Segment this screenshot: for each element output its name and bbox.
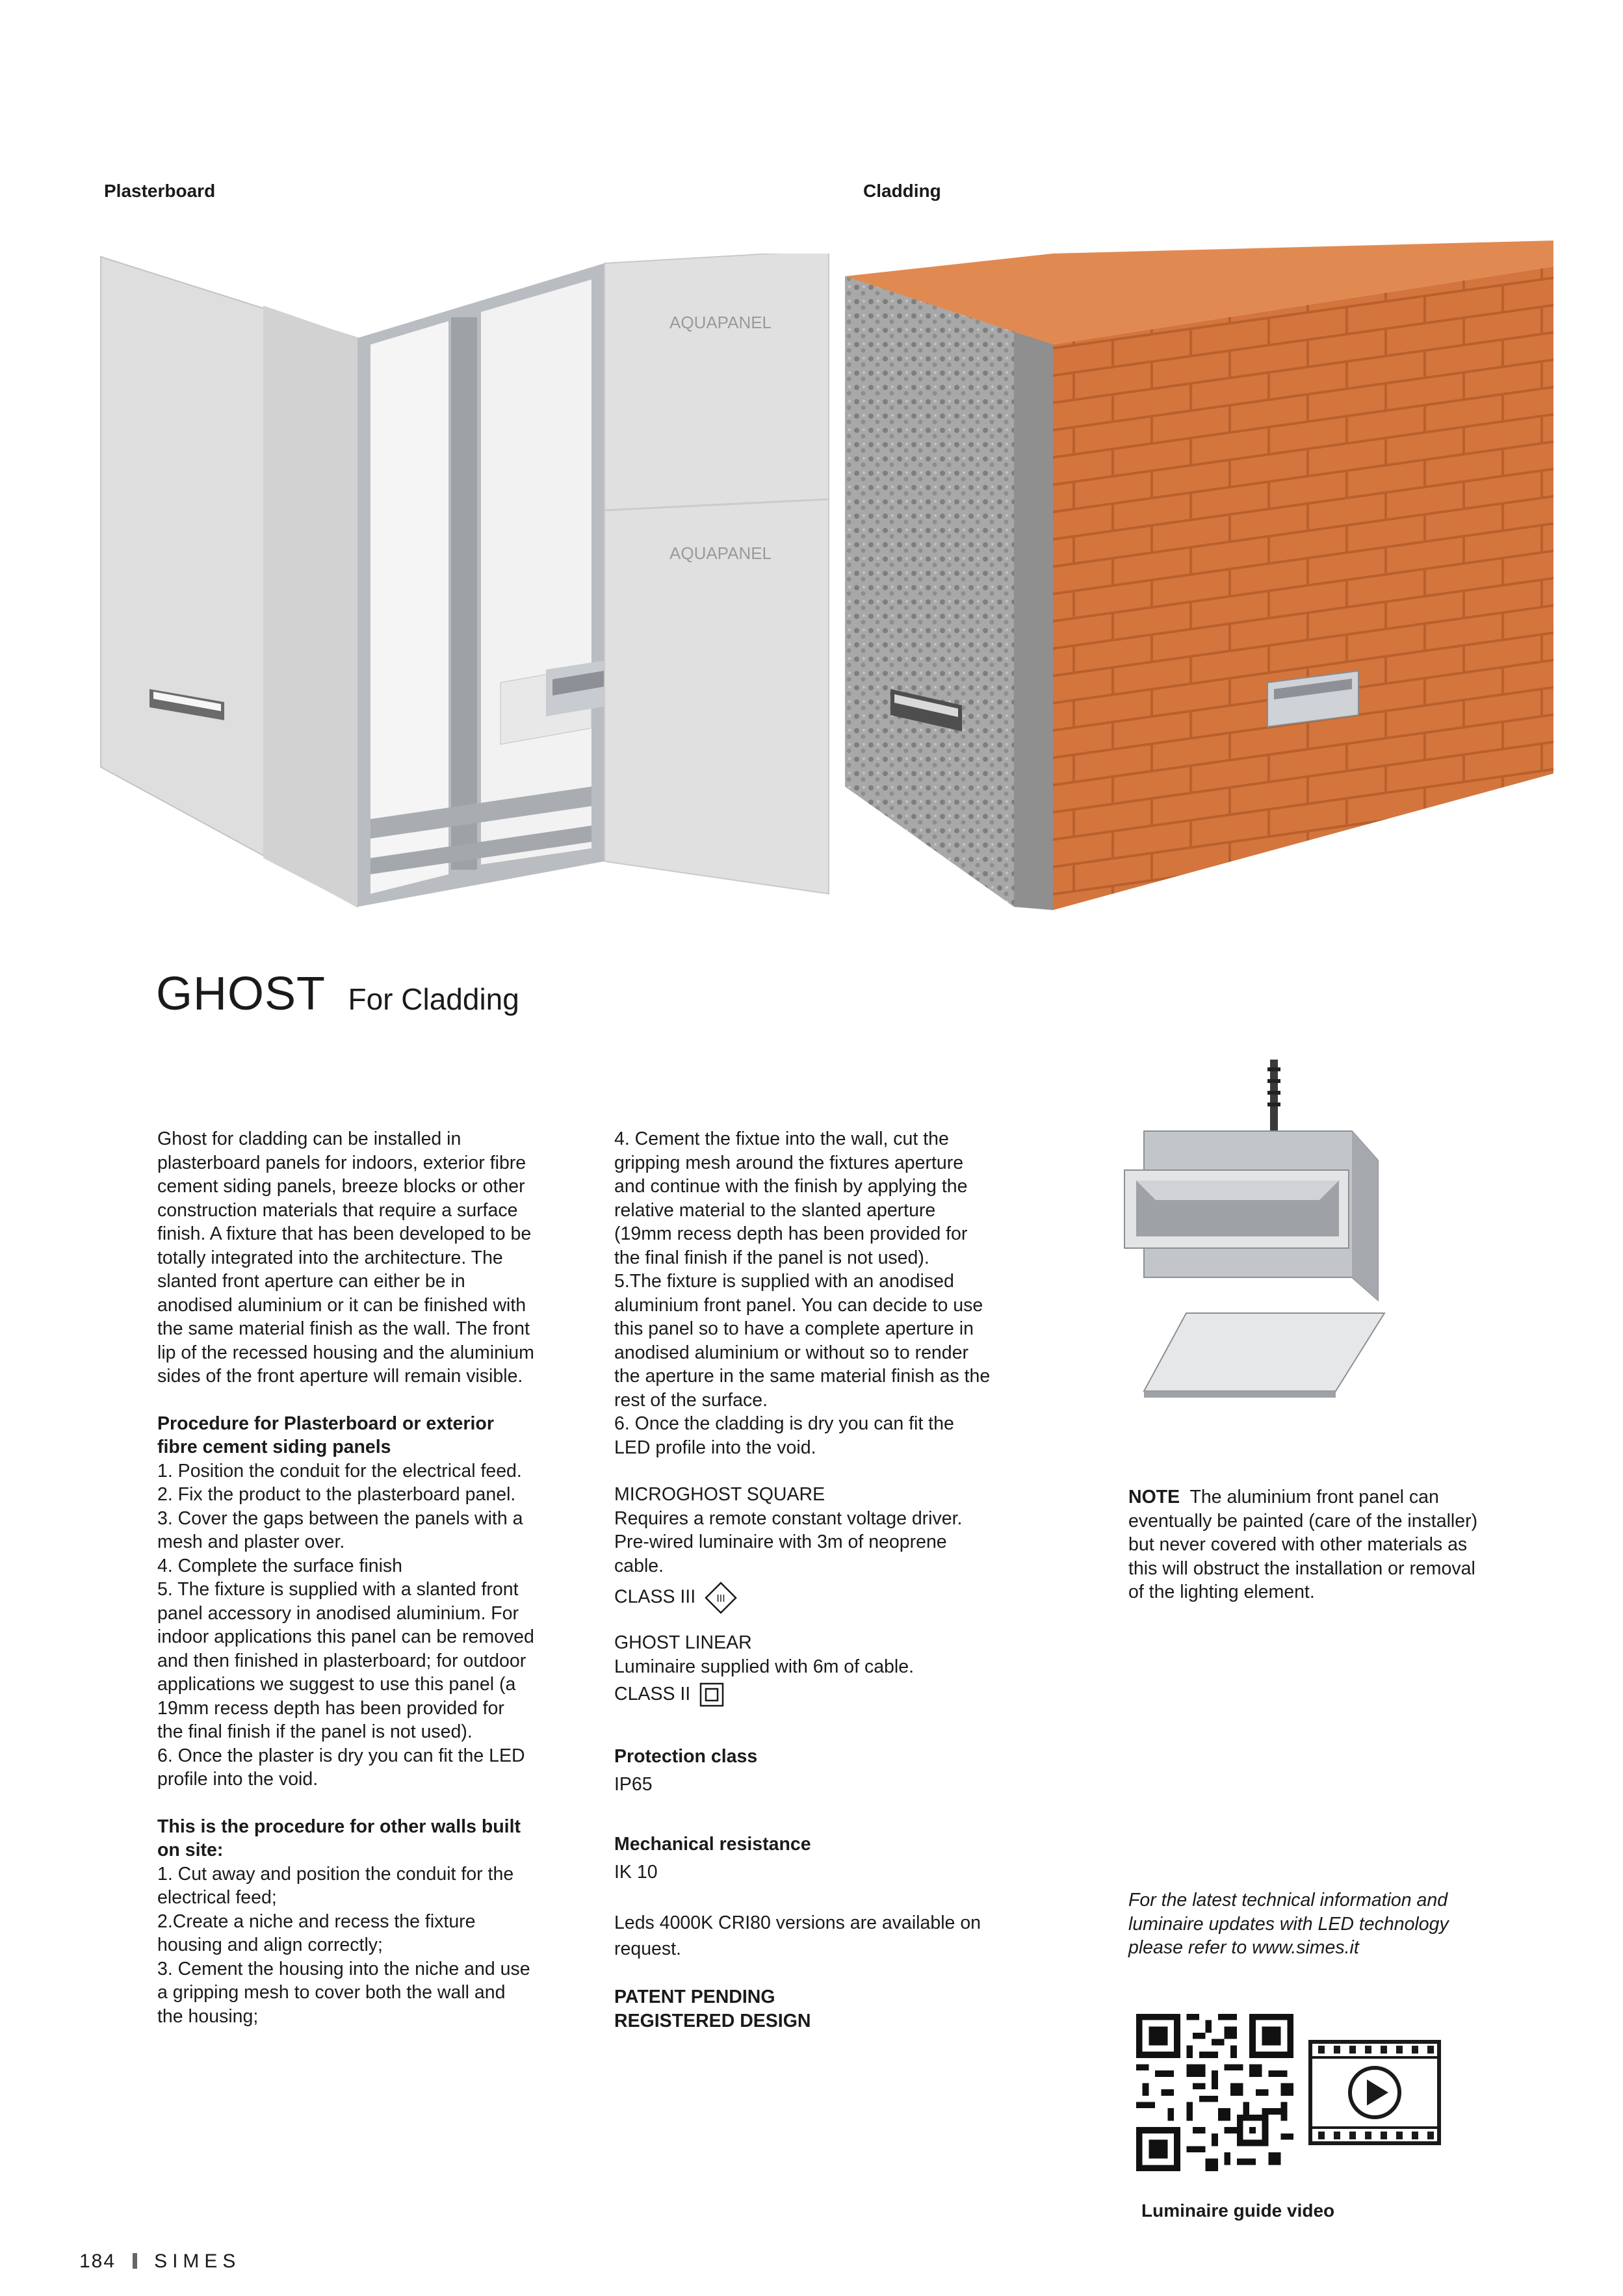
procedure-step: 5.The fixture is supplied with an anodised aluminium front panel. You can decide to use this panel so to have a complete aperture in anodised aluminium or without so to render the aperture in the same material finish as the rest of the surface. (614, 1271, 991, 1411)
qr-code-icon[interactable] (1136, 2014, 1293, 2171)
procedure-step: 1. Cut away and position the conduit for the electrical feed; (157, 1863, 514, 1908)
note-block (1128, 1485, 1479, 1604)
note-label: NOTE (1128, 1487, 1180, 1507)
procedure-step: 6. Once the plaster is dry you can fit the LED profile into the void. (157, 1745, 525, 1790)
plasterboard-illustration (97, 254, 832, 910)
column-1 (157, 1127, 534, 2028)
note-text: The aluminium front panel can eventually be painted (care of the installer) but never covered with other materials as this will obstruct the installation or removal of the lighting element. (1128, 1487, 1478, 1602)
cladding-caption: Cladding (863, 181, 941, 201)
video-play-icon[interactable] (1306, 2038, 1443, 2147)
procedure-step: 5. The fixture is supplied with a slanted front panel accessory in anodised aluminium. For indoor applications this panel can be removed and then finished in plasterboard; for outdoor applications we suggest to use this panel (a 19mm recess depth has been provided for the final finish if the panel is not used). (157, 1579, 534, 1742)
video-label: Luminaire guide video (1141, 2200, 1335, 2221)
fixture-product-image (1105, 1053, 1443, 1417)
aquapanel-label-bottom: AQUAPANEL (669, 543, 772, 563)
aquapanel-label-top: AQUAPANEL (669, 313, 772, 332)
procedure-step: 3. Cement the housing into the niche and use a gripping mesh to cover both the wall and the housing; (157, 1958, 530, 2027)
brand-name: SIMES (154, 2250, 241, 2272)
info-text: For the latest technical information and luminaire updates with LED technology please refer to www.simes.it (1128, 1890, 1449, 1958)
procedure-plasterboard-title: Procedure for Plasterboard or exterior fibre cement siding panels (157, 1413, 494, 1457)
class-2-label: CLASS II (614, 1684, 691, 1704)
cladding-illustration (838, 241, 1560, 910)
registered-design: REGISTERED DESIGN (614, 2010, 811, 2031)
microghost-title: MICROGHOST SQUARE (614, 1484, 825, 1505)
patent-pending: PATENT PENDING (614, 1987, 775, 2008)
microghost-cable-note: Pre-wired luminaire with 3m of neoprene cable. (614, 1532, 947, 1576)
procedure-step: 2.Create a niche and recess the fixture housing and align correctly; (157, 1911, 476, 1955)
class-3-label: CLASS III (614, 1586, 696, 1608)
procedure-step: 2. Fix the product to the plasterboard panel. (157, 1484, 516, 1505)
linear-cable-note: Luminaire supplied with 6m of cable. (614, 1656, 914, 1677)
procedure-step: 3. Cover the gaps between the panels with a mesh and plaster over. (157, 1507, 523, 1552)
mechanical-resistance-value: IK 10 (614, 1861, 658, 1883)
mechanical-resistance-label: Mechanical resistance (614, 1834, 811, 1855)
procedure-step: 4. Complete the surface finish (157, 1555, 403, 1576)
class-3-symbol-icon (705, 1582, 737, 1614)
procedure-step: 1. Position the conduit for the electrical feed. (157, 1460, 522, 1481)
procedure-step: 6. Once the cladding is dry you can fit the LED profile into the void. (614, 1413, 954, 1458)
intro-paragraph: Ghost for cladding can be installed in plasterboard panels for indoors, exterior fibre cement siding panels, breeze blocks or other construction materials that require a surface finish. A fixture that has been developed to be totally integrated into the architecture. The slanted front aperture can either be in anodised aluminium or it can be finished with the same material finish as the wall. The front lip of the recessed housing and the aluminium sides of the front aperture will remain visible. (157, 1128, 534, 1387)
page-footer (79, 2250, 240, 2273)
microghost-driver-note: Requires a remote constant voltage driver. (614, 1507, 963, 1529)
linear-title: GHOST LINEAR (614, 1632, 752, 1653)
leds-note: Leds 4000K CRI80 versions are available on request. (614, 1912, 981, 1960)
page-number: 184 (79, 2250, 116, 2272)
protection-class-label: Protection class (614, 1746, 758, 1768)
product-title: GHOST (156, 968, 326, 1020)
product-subtitle: For Cladding (348, 982, 519, 1016)
column-2 (614, 1127, 991, 2033)
procedure-other-walls-title: This is the procedure for other walls built on site: (157, 1816, 521, 1860)
class-3-symbol-text: III (716, 1593, 725, 1604)
procedure-step: 4. Cement the fixtue into the wall, cut the gripping mesh around the fixtures aperture and continue with the finish by applying the relative material to the slanted aperture (19mm recess depth has been provided for the final finish if the panel is not used). (614, 1128, 968, 1268)
plasterboard-caption: Plasterboard (104, 181, 216, 201)
class-2-symbol-icon (699, 1682, 724, 1707)
footer-separator (133, 2253, 137, 2269)
protection-class-value: IP65 (614, 1773, 653, 1795)
